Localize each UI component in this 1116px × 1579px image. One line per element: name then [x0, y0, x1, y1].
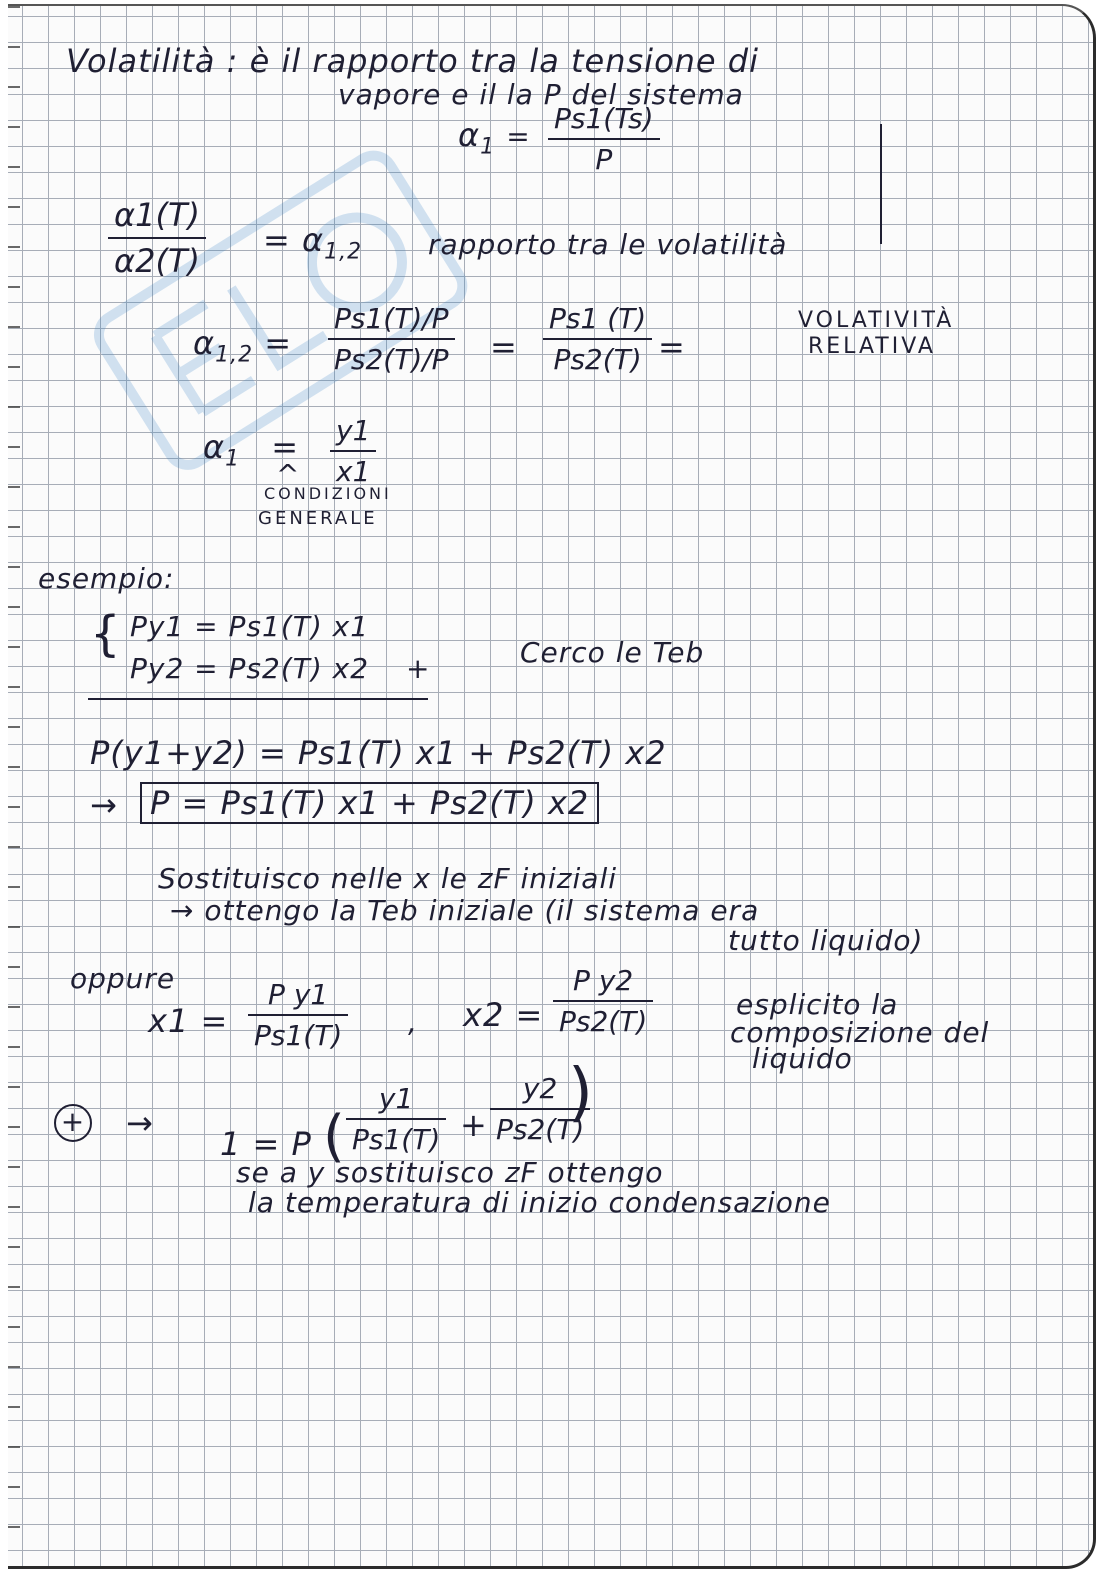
x2-fraction: P y2 Ps2(T) [553, 964, 653, 1038]
final-plus: + [460, 1106, 488, 1144]
x2-symbol: x2 = [463, 996, 544, 1034]
definition-line-2: vapore e il la P del sistema [338, 78, 744, 111]
notebook-binding [8, 6, 20, 1566]
system-equation-2: Py2 = Ps2(T) x2 [130, 652, 370, 685]
conclusion-line-2: la temperatura di inizio condensazione [248, 1186, 831, 1219]
relative-volatility-label-2: RELATIVA [808, 334, 936, 359]
notebook-page [8, 4, 1096, 1569]
conclusion-line-1: se a y sostituisco zF ottengo [236, 1156, 664, 1189]
sum-equation: P(y1+y2) = Ps1(T) x1 + Ps2(T) x2 [90, 734, 667, 772]
alpha12-symbol: $\alpha_{1,2}$ = [193, 324, 293, 368]
result-arrow: → [90, 786, 118, 824]
rel-equals-2: = [490, 328, 518, 366]
system-note: Cerco le Teb [520, 636, 705, 669]
final-fraction-1: y1 Ps1(T) [346, 1082, 446, 1156]
caret-mark: ^ [276, 458, 301, 491]
final-lhs: 1 = P ( [220, 1104, 346, 1169]
general-label-1: CONDIZIONI [264, 484, 392, 503]
alpha1-symbol: $\alpha_1$ = [458, 116, 531, 160]
rel-equals-3: = [658, 328, 686, 366]
final-arrow: → [126, 1104, 154, 1142]
system-equation-1: Py1 = Ps1(T) x1 [130, 610, 370, 643]
x1-symbol: x1 = [148, 1002, 229, 1040]
x1-fraction: P y1 Ps1(T) [248, 978, 348, 1052]
substitution-line-2: → ottengo la Teb iniziale (il sistema era [170, 894, 760, 927]
comma-separator: , [408, 1006, 418, 1039]
example-heading: esempio: [38, 562, 175, 595]
alpha1-fraction: Ps1(Ts) P [548, 102, 660, 176]
substitution-line-1: Sostituisco nelle x le zF iniziali [158, 862, 618, 895]
substitution-line-3: tutto liquido) [728, 924, 924, 957]
boxed-pressure-equation: P = Ps1(T) x1 + Ps2(T) x2 [140, 782, 599, 824]
sum-rule [88, 698, 428, 700]
plus-circle: + [54, 1104, 92, 1142]
ratio-description: rapporto tra le volatilità [428, 228, 788, 261]
final-fraction-2: y2 Ps2(T) [490, 1072, 590, 1146]
alpha1-general-symbol: $\alpha_1$ = [203, 428, 300, 472]
system-brace: { [90, 606, 122, 662]
general-fraction: y1 x1 [330, 414, 376, 488]
rel-fraction-2: Ps1 (T) Ps2(T) [543, 302, 652, 376]
system-plus: + [406, 652, 431, 685]
margin-line [880, 124, 882, 244]
general-label-2: GENERALE [258, 508, 378, 529]
ratio-fraction: α1(T) α2(T) [108, 196, 206, 280]
final-paren-close: ) [568, 1056, 594, 1130]
oppure-label: oppure [70, 962, 176, 995]
explicit-note-2: composizione del [730, 1016, 990, 1049]
ratio-rhs: = $\alpha_{1,2}$ [263, 221, 363, 265]
relative-volatility-label-1: VOLATIVITÀ [798, 308, 955, 333]
explicit-note-3: liquido [752, 1042, 853, 1075]
definition-line-1: Volatilità : è il rapporto tra la tensione di [66, 42, 759, 80]
explicit-note-1: esplicito la [736, 988, 899, 1021]
rel-fraction-1: Ps1(T)/P Ps2(T)/P [328, 302, 455, 376]
